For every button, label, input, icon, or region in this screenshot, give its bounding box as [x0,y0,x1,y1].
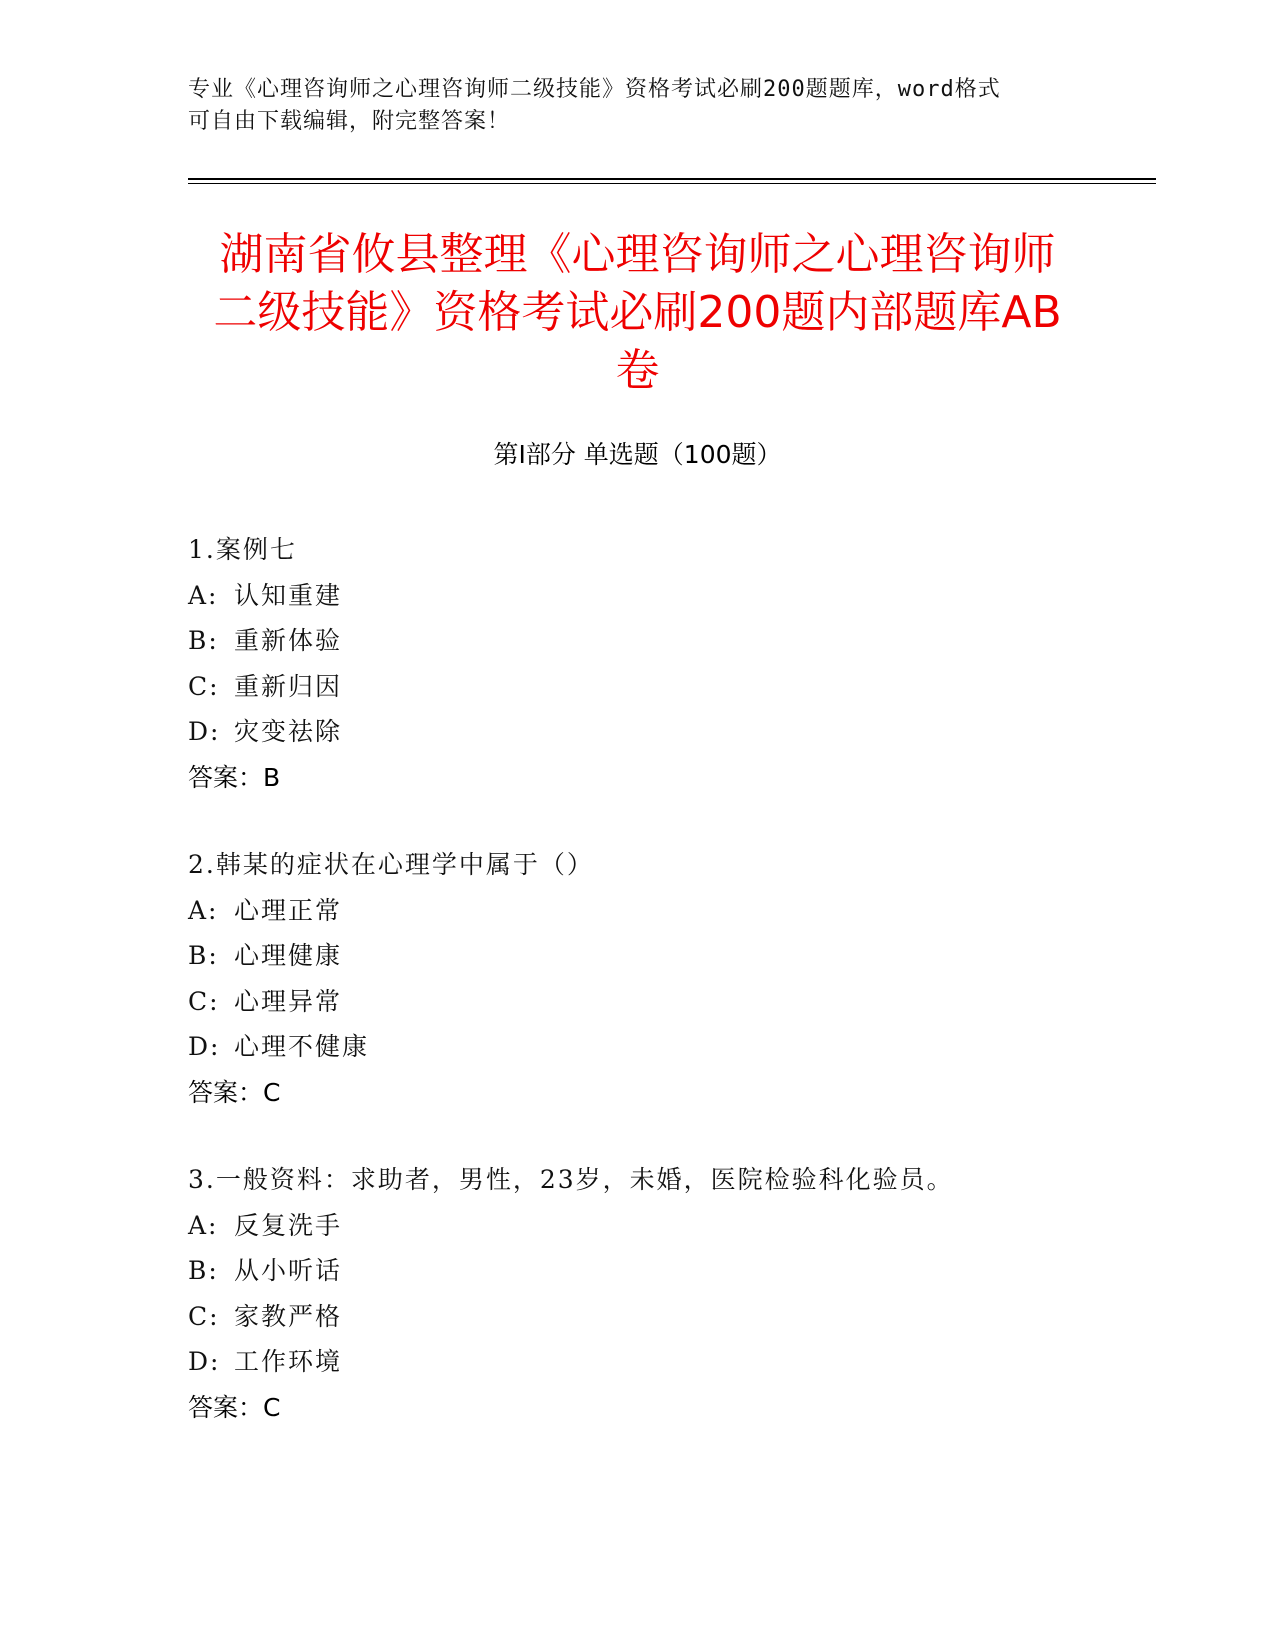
option-a [188,888,1088,934]
section-heading: 第Ⅰ部分 单选题（100题） [493,440,782,469]
option-text: 重新体验 [234,626,343,655]
option-b [188,1248,1088,1294]
document-title [150,226,1125,400]
question-list [188,527,1088,1472]
option-d [188,1024,1088,1070]
option-c [188,979,1088,1025]
option-letter: D: [188,1347,221,1376]
document-title-line-3: 卷 [615,345,660,396]
document-title-line-2: 二级技能》资格考试必刷200题内部题库AB [213,287,1062,338]
option-text: 工作环境 [234,1347,343,1376]
document-title-line-1: 湖南省攸县整理《心理咨询师之心理咨询师 [219,229,1056,280]
option-text: 心理健康 [234,941,343,970]
option-text: 从小听话 [234,1256,343,1285]
question-stem: 2.韩某的症状在心理学中属于（） [188,850,594,879]
question-1 [188,527,1088,800]
option-d [188,709,1088,755]
question-stem: 1.案例七 [188,535,297,564]
option-letter: A: [188,580,219,610]
option-text: 心理正常 [234,895,343,925]
option-b [188,933,1088,979]
option-d [188,1339,1088,1385]
option-letter: C: [188,671,220,701]
option-text: 灾变祛除 [234,717,343,746]
option-letter: A: [188,1210,219,1240]
option-letter: B: [188,626,219,655]
answer-line: 答案：C [188,1077,281,1107]
header-note-line-1: 专业《心理咨询师之心理咨询师二级技能》资格考试必刷200题题库，word格式 [188,77,1001,102]
option-text: 心理不健康 [234,1032,370,1061]
option-letter: B: [188,1256,219,1285]
option-text: 反复洗手 [234,1210,343,1240]
option-text: 家教严格 [234,1301,343,1331]
option-a [188,1203,1088,1249]
option-letter: C: [188,1301,220,1331]
option-c [188,1294,1088,1340]
option-text: 心理异常 [234,986,343,1016]
header-rule-thin [188,183,1156,184]
option-text: 重新归因 [234,671,343,701]
question-stem: 3.一般资料：求助者，男性，23岁，未婚，医院检验科化验员。 [188,1165,954,1194]
option-letter: D: [188,1032,221,1061]
answer-line: 答案：B [188,762,281,792]
header-note-line-2: 可自由下载编辑，附完整答案！ [188,109,511,134]
question-2 [188,842,1088,1115]
option-letter: A: [188,895,219,925]
header-note [188,74,1068,138]
option-letter: C: [188,986,220,1016]
option-c [188,664,1088,710]
question-3 [188,1157,1088,1430]
answer-line: 答案：C [188,1392,281,1422]
header-rule-thick [188,178,1156,180]
option-letter: B: [188,941,219,970]
option-text: 认知重建 [234,580,343,610]
option-letter: D: [188,717,221,746]
option-b [188,618,1088,664]
option-a [188,573,1088,619]
